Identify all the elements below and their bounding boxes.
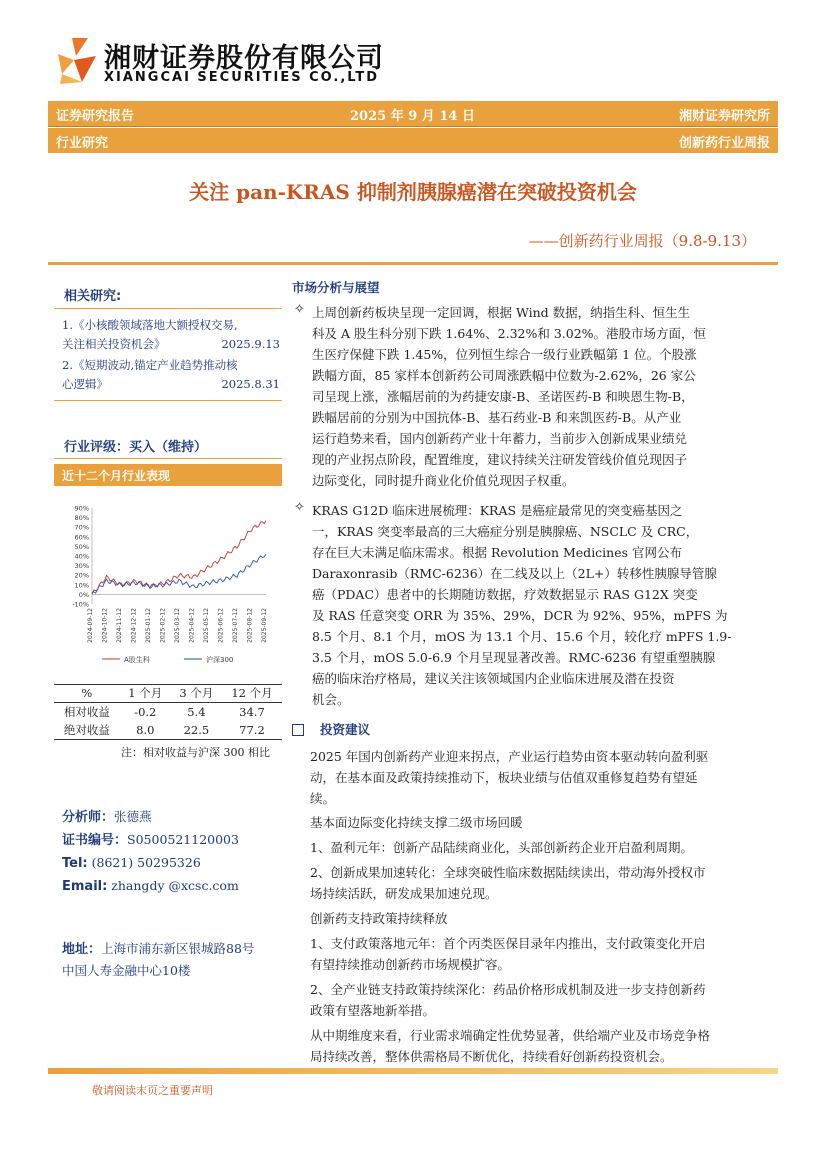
related-item-date: 2025.8.31	[221, 377, 280, 391]
cert-number: S0500521120003	[127, 832, 239, 847]
paragraph-line: 生医疗保健下跌 1.45%，位列恒生综合一级行业跌幅第 1 位。个股涨	[312, 347, 697, 362]
list-item: 政策有望落地新举措。	[310, 1003, 436, 1018]
table-header: 12 个月	[231, 686, 273, 700]
table-cell: -0.2	[134, 705, 157, 719]
section-heading-investment: 投资建议	[320, 722, 371, 737]
paragraph-line: 上周创新药板块呈现一定回调，根据 Wind 数据，纳指生科、恒生生	[312, 305, 691, 320]
logo-mark-icon	[52, 34, 100, 86]
checkbox-bullet-icon	[292, 724, 304, 736]
x-tick-label: 2024-09-12	[87, 608, 94, 643]
institute-name: 湘财证券研究所	[678, 109, 770, 124]
x-tick-label: 2025-07-12	[232, 608, 239, 643]
report-series: 创新药行业周报	[678, 136, 770, 151]
y-tick-label: -10%	[72, 600, 89, 609]
table-header: %	[81, 686, 93, 700]
y-tick-label: 20%	[74, 571, 89, 580]
paragraph-line: 跌幅方面，85 家样本创新药公司周涨跌幅中位数为-2.62%，26 家公	[312, 368, 696, 383]
address-info	[62, 938, 254, 981]
conclusion-line: 从中期维度来看，行业需求端确定性优势显著，供给端产业及市场竞争格	[310, 1028, 711, 1043]
legend-label: 沪深300	[206, 656, 234, 664]
table-cell: 绝对收益	[63, 723, 110, 737]
paragraph-line: 及 RAS 任意突变 ORR 为 35%、29%，DCR 为 92%、95%，mPFS 为	[312, 608, 728, 623]
y-tick-label: 30%	[74, 562, 89, 571]
related-item[interactable]	[62, 316, 280, 354]
related-item-date: 2025.9.13	[221, 337, 280, 351]
y-tick-label: 90%	[74, 504, 89, 513]
y-tick-label: 80%	[74, 514, 89, 523]
sidebar-rule	[54, 308, 282, 309]
y-tick-label: 50%	[74, 542, 89, 551]
subheading: 创新药支持政策持续释放	[310, 911, 448, 926]
x-tick-label: 2025-02-12	[159, 608, 167, 643]
investment-paragraph	[310, 746, 780, 809]
table-cell: 8.0	[136, 723, 155, 737]
x-tick-label: 2025-08-12	[246, 608, 254, 643]
research-category: 行业研究	[56, 136, 109, 151]
table-header: 1 个月	[128, 686, 163, 700]
kras-paragraph	[312, 500, 780, 710]
performance-chart	[58, 500, 280, 670]
performance-table	[54, 684, 282, 740]
paragraph-line: KRAS G12D 临床进展梳理：KRAS 是癌症最常见的突变癌基因之	[312, 503, 683, 518]
related-item-title: 心逻辑》	[62, 377, 108, 391]
table-cell: 34.7	[239, 705, 265, 719]
footer-disclaimer: 敬请阅读末页之重要声明	[92, 1084, 213, 1097]
analyst-name: 张德燕	[114, 809, 152, 824]
paragraph-line: 癌的临床治疗格局，建议关注该领域国内企业临床进展及潜在投资	[312, 671, 675, 686]
x-tick-label: 2025-04-12	[188, 608, 196, 643]
table-header: 3 个月	[179, 686, 214, 700]
report-subtitle: ——创新药行业周报（9.8-9.13）	[528, 232, 756, 250]
performance-heading: 近十二个月行业表现	[62, 469, 171, 483]
address-label: 地址：	[62, 942, 102, 957]
table-cell: 22.5	[183, 723, 210, 737]
address-line: 上海市浦东新区银城路88号	[101, 941, 255, 956]
company-name-cn: 湘财证券股份有限公司	[104, 43, 384, 74]
related-item[interactable]	[62, 356, 280, 394]
email-label: Email:	[62, 879, 108, 894]
list-item: 1、支付政策落地元年：首个丙类医保目录年内推出，支付政策变化开启	[310, 936, 706, 951]
cert-label: 证书编号：	[62, 833, 128, 848]
header-band-2	[48, 128, 778, 153]
related-item-title: 1.《小核酸领域落地大额授权交易,	[62, 318, 238, 332]
email-address[interactable]: zhangdy @xcsc.com	[111, 878, 239, 893]
x-tick-label: 2024-12-12	[130, 608, 138, 643]
subheading: 基本面边际变化持续支撑二级市场回暖	[310, 815, 523, 830]
table-note: 注：相对收益与沪深 300 相比	[121, 746, 270, 759]
paragraph-line: 续。	[310, 791, 336, 806]
x-tick-label: 2025-03-12	[174, 608, 181, 643]
x-tick-label: 2025-06-12	[217, 608, 225, 643]
analyst-info	[62, 806, 239, 898]
band-divider	[48, 126, 778, 127]
report-type: 证券研究报告	[56, 109, 135, 124]
report-date: 2025 年 9 月 14 日	[350, 109, 475, 124]
x-tick-label: 2025-05-12	[203, 608, 210, 643]
y-tick-label: 0%	[78, 590, 89, 599]
table-cell: 5.4	[187, 705, 206, 719]
company-name-en: XIANGCAI SECURITIES CO.,LTD	[104, 70, 380, 85]
paragraph-line: 司呈现上涨，涨幅居前的为药捷安康-B、圣诺医药-B 和映恩生物-B，	[312, 389, 694, 404]
paragraph-line: Daraxonrasib（RMC-6236）在二线及以上（2L+）转移性胰腺导管腺	[312, 566, 717, 581]
conclusion-line: 局持续改善，整体供需格局不断优化，持续看好创新药投资机会。	[310, 1049, 673, 1064]
x-tick-label: 2025-09-12	[261, 608, 268, 643]
paragraph-line: 2025 年国内创新药产业迎来拐点，产业运行趋势由资本驱动转向盈利驱	[310, 749, 709, 764]
table-cell: 相对收益	[63, 705, 110, 719]
series-line	[92, 554, 266, 593]
address-line: 中国人寿金融中心10楼	[62, 963, 191, 978]
table-row	[54, 703, 282, 722]
investment-details	[310, 812, 780, 1067]
section-heading-market: 市场分析与展望	[292, 280, 380, 295]
list-item: 1、盈利元年：创新产品陆续商业化，头部创新药企业开启盈利周期。	[310, 840, 693, 855]
related-item-title: 关注相关投资机会》	[62, 337, 166, 351]
paragraph-line: 癌（PDAC）患者中的长期随访数据，疗效数据显示 RAS G12X 突变	[312, 587, 698, 602]
paragraph-line: 动，在基本面及政策持续推动下，板块业绩与估值双重修复趋势有望延	[310, 770, 698, 785]
x-tick-label: 2024-11-12	[116, 608, 123, 643]
paragraph-line: 一，KRAS 突变率最高的三大癌症分别是胰腺癌、NSCLC 及 CRC，	[312, 524, 699, 539]
x-tick-label: 2025-01-12	[145, 608, 152, 643]
company-logo	[52, 34, 100, 86]
performance-heading-bar	[54, 464, 282, 486]
list-item: 有望持续推动创新药市场规模扩容。	[310, 957, 511, 972]
related-item-title: 2.《短期波动,锚定产业趋势推动核	[62, 358, 238, 372]
paragraph-line: 存在巨大未满足临床需求。根据 Revolution Medicines 官网公布	[312, 545, 683, 560]
diamond-bullet-icon: ✧	[294, 500, 305, 515]
y-tick-label: 10%	[74, 581, 89, 590]
industry-rating: 行业评级：买入（维持）	[64, 440, 208, 455]
list-item: 场持续活跃，研发成果加速兑现。	[310, 886, 498, 901]
paragraph-line: 3.5 个月，mOS 5.0-6.9 个月呈现显著改善。RMC-6236 有望重塑胰腺	[312, 650, 716, 665]
table-cell: 77.2	[239, 723, 265, 737]
sidebar-rule	[54, 400, 282, 401]
paragraph-line: 跌幅居前的分别为中国抗体-B、基石药业-B 和来凯医药-B。从产业	[312, 410, 682, 425]
footer-band	[48, 1068, 778, 1074]
y-tick-label: 60%	[74, 533, 89, 542]
paragraph-line: 8.5 个月、8.1 个月，mOS 为 13.1 个月、15.6 个月，较化疗 mPFS 1.9-	[312, 629, 732, 644]
paragraph-line: 运行趋势来看，国内创新药产业十年蓄力，当前步入创新成果业绩兑	[312, 431, 688, 446]
diamond-bullet-icon: ✧	[294, 302, 305, 317]
x-tick-label: 2024-10-12	[101, 608, 109, 643]
table-header-row	[54, 684, 282, 703]
legend-label: A股生科	[124, 656, 150, 664]
paragraph-line: 科及 A 股生科分别下跌 1.64%、2.32%和 3.02%。港股市场方面，恒	[312, 326, 707, 341]
y-tick-label: 40%	[74, 552, 89, 561]
report-title: 关注 pan-KRAS 抑制剂胰腺癌潜在突破投资机会	[189, 180, 637, 204]
list-item: 2、创新成果加速转化：全球突破性临床数据陆续读出，带动海外授权市	[310, 865, 706, 880]
tel-number: (8621) 50295326	[91, 855, 201, 870]
paragraph-line: 边际变化，同时提升商业化价值兑现因子权重。	[312, 473, 575, 488]
sidebar-rule	[54, 458, 282, 459]
paragraph-line: 机会。	[312, 692, 350, 707]
list-item: 2、全产业链支持政策持续深化：药品价格形成机制及进一步支持创新药	[310, 982, 706, 997]
market-paragraph	[312, 302, 780, 491]
y-tick-label: 70%	[74, 523, 89, 532]
tel-label: Tel:	[62, 856, 88, 871]
header-band-1	[48, 101, 778, 126]
paragraph-line: 现的产业拐点阶段，配置维度，建议持续关注研发管线价值兑现因子	[312, 452, 688, 467]
analyst-label: 分析师：	[62, 810, 115, 825]
related-research-heading: 相关研究:	[64, 289, 122, 304]
table-row	[54, 721, 282, 740]
title-divider	[48, 262, 778, 265]
